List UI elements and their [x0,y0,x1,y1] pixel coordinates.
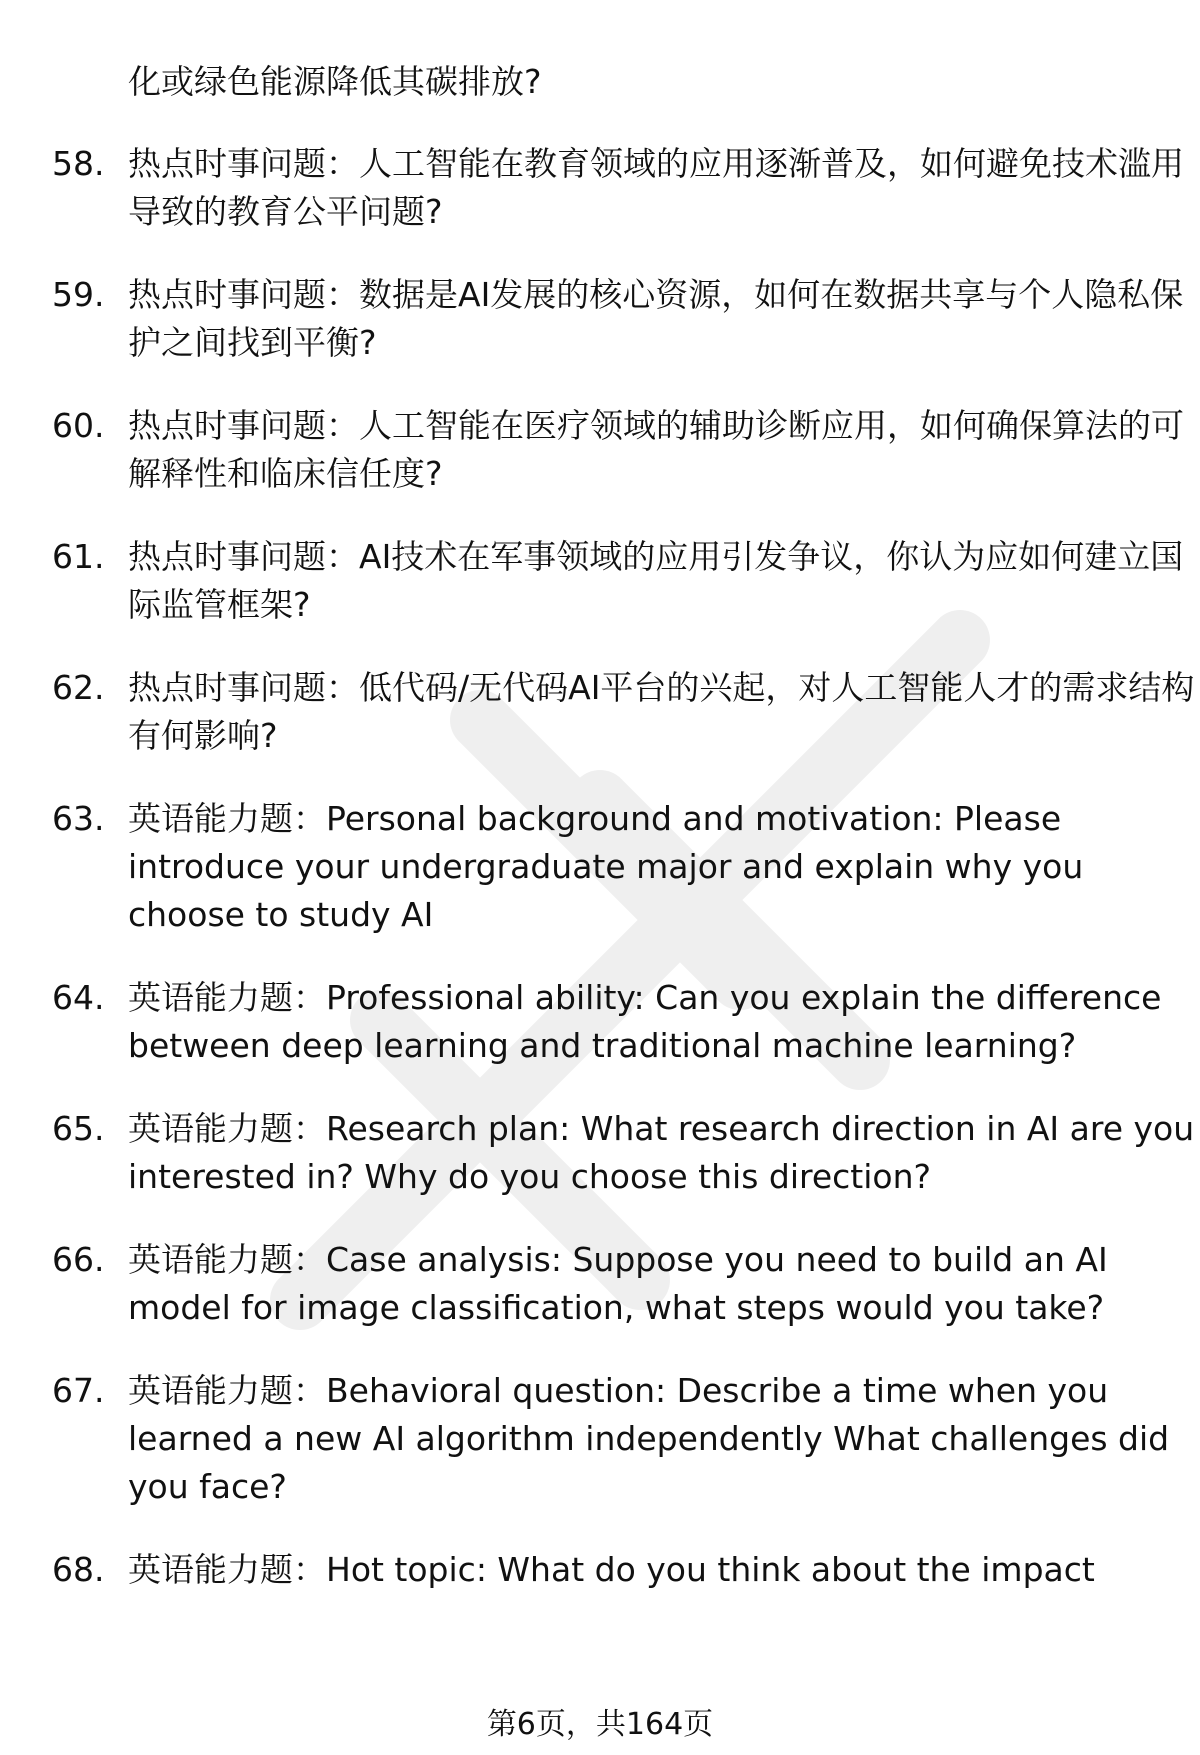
question-text: 英语能力题：Personal background and motivation: Please introduce your undergraduate major and explain why you choose to study AI [128,799,1084,934]
list-item [52,1546,1200,1594]
question-text: 热点时事问题：人工智能在教育领域的应用逐渐普及，如何避免技术滥用导致的教育公平问题? [128,144,1184,231]
question-text: 英语能力题：Research plan: What research direction in AI are you interested in? Why do you choose this direction? [128,1109,1195,1196]
list-item [52,1236,1200,1332]
list-item [52,140,1200,236]
list-item [52,664,1200,760]
list-item [52,795,1200,939]
question-text: 英语能力题：Hot topic: What do you think about the impact [128,1550,1095,1589]
question-number: 59. [52,275,105,314]
question-text: 热点时事问题：数据是AI发展的核心资源，如何在数据共享与个人隐私保护之间找到平衡? [128,275,1184,362]
question-number: 66. [52,1240,105,1279]
question-number: 67. [52,1371,105,1410]
continuation-line: 化或绿色能源降低其碳排放? [128,62,542,101]
question-list [52,140,1195,1629]
question-number: 58. [52,144,105,183]
list-item [52,271,1200,367]
question-number: 64. [52,978,105,1017]
page-footer: 第6页，共164页 [486,1707,714,1742]
question-text: 热点时事问题：AI技术在军事领域的应用引发争议，你认为应如何建立国际监管框架? [128,537,1184,624]
list-item [52,402,1200,498]
question-number: 63. [52,799,105,838]
question-text: 英语能力题：Behavioral question: Describe a time when you learned a new AI algorithm independently What challenges did you face? [128,1371,1170,1506]
list-item [52,1367,1200,1511]
list-item [52,533,1200,629]
question-number: 60. [52,406,105,445]
question-text: 英语能力题：Professional ability: Can you explain the difference between deep learning and traditional machine learning? [128,978,1162,1065]
list-item [52,974,1200,1070]
question-number: 61. [52,537,105,576]
question-number: 68. [52,1550,105,1589]
question-text: 热点时事问题：低代码/无代码AI平台的兴起，对人工智能人才的需求结构有何影响? [128,668,1195,755]
question-text: 英语能力题：Case analysis: Suppose you need to build an AI model for image classification, what steps would you take? [128,1240,1108,1327]
question-number: 62. [52,668,105,707]
question-number: 65. [52,1109,105,1148]
list-item [52,1105,1200,1201]
question-text: 热点时事问题：人工智能在医疗领域的辅助诊断应用，如何确保算法的可解释性和临床信任度? [128,406,1184,493]
